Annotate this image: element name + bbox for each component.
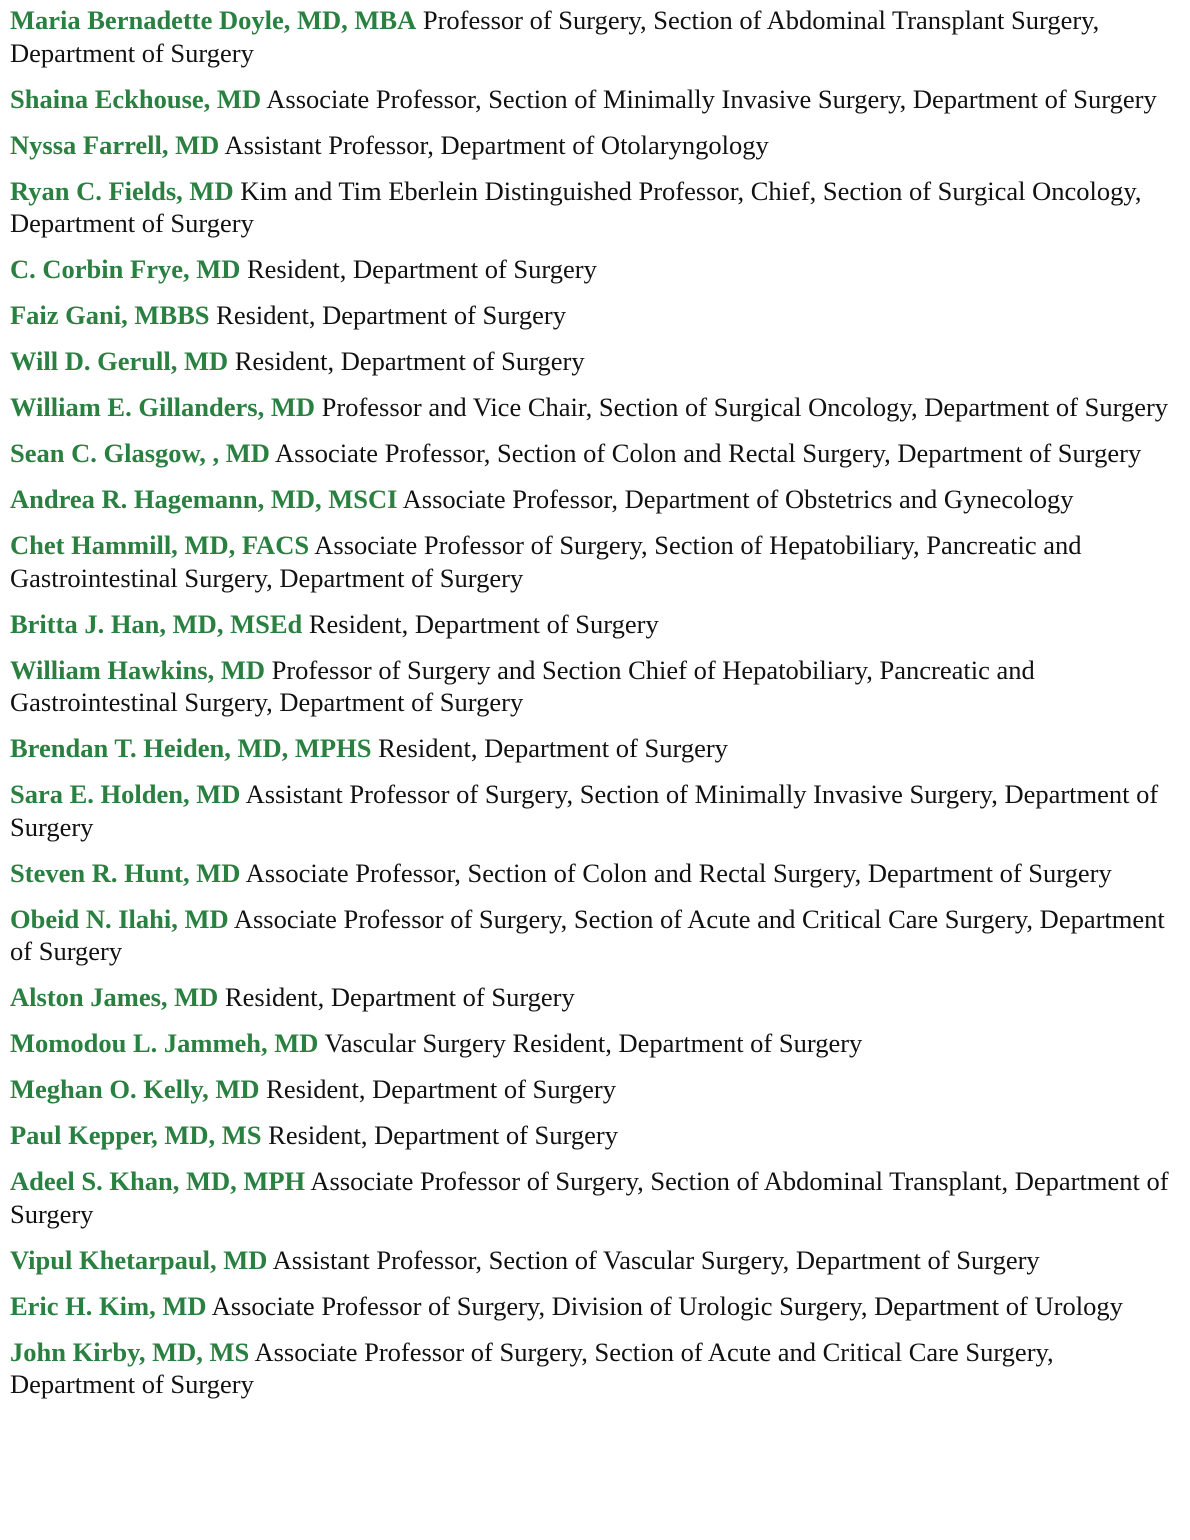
person-name: Will D. Gerull, MD [10,346,229,376]
directory-entry [10,529,1182,594]
directory-entry [10,345,1182,378]
directory-entry [10,483,1182,516]
person-name: Steven R. Hunt, MD [10,857,241,888]
person-title: Resident, Department of Surgery [234,346,585,376]
directory-entry [10,83,1182,116]
person-title: Associate Professor of Surgery, Section of Acute and Critical Care Surgery, Department of Surgery [10,903,1165,966]
person-title: Associate Professor, Section of Minimally Invasive Surgery, Department of Surgery [266,83,1157,114]
directory-entry [10,778,1182,843]
person-title: Professor of Surgery, Section of Abdominal Transplant Surgery, Department of Surgery [10,5,1100,68]
person-name: Obeid N. Ilahi, MD [10,903,229,934]
person-title: Associate Professor, Department of Obstetrics and Gynecology [402,484,1074,514]
directory-entry [10,1073,1182,1106]
person-name: Shaina Eckhouse, MD [10,83,262,114]
directory-entry [10,903,1182,968]
person-title: Associate Professor of Surgery, Section of Hepatobiliary, Pancreatic and Gastrointestinal Surgery, Department of Surgery [10,530,1082,593]
directory-entry [10,253,1182,286]
directory-entry [10,1290,1182,1323]
directory-entry [10,1027,1182,1060]
directory-entry [10,608,1182,641]
directory-entry [10,1165,1182,1230]
person-title: Assistant Professor of Surgery, Section of Minimally Invasive Surgery, Department of Surgery [10,779,1159,842]
directory-entry [10,1119,1182,1152]
person-name: Sara E. Holden, MD [10,779,241,809]
person-title: Associate Professor, Section of Colon and Rectal Surgery, Department of Surgery [245,857,1112,888]
person-name: Andrea R. Hagemann, MD, MSCI [10,484,398,514]
person-title: Resident, Department of Surgery [247,254,597,284]
person-name: William E. Gillanders, MD [10,392,316,422]
person-name: Britta J. Han, MD, MSEd [10,608,303,639]
person-title: Resident, Department of Surgery [216,300,566,330]
directory-entry [10,857,1182,890]
person-name: Maria Bernadette Doyle, MD, MBA [10,5,417,35]
person-title: Resident, Department of Surgery [268,1120,618,1150]
directory-entry [10,299,1182,332]
person-name: Sean C. Glasgow, , MD [10,438,270,468]
person-title: Assistant Professor, Department of Otolaryngology [224,129,769,160]
person-title: Associate Professor, Section of Colon and Rectal Surgery, Department of Surgery [275,438,1142,468]
directory-entry [10,391,1182,424]
person-name: Vipul Khetarpaul, MD [10,1244,268,1275]
directory-entry [10,732,1182,765]
person-title: Resident, Department of Surgery [266,1074,616,1104]
person-name: Nyssa Farrell, MD [10,129,220,160]
person-title: Associate Professor of Surgery, Division of Urologic Surgery, Department of Urology [211,1290,1123,1321]
person-name: William Hawkins, MD [10,654,265,685]
person-name: Chet Hammill, MD, FACS [10,530,310,560]
directory-entry [10,981,1182,1014]
person-name: Ryan C. Fields, MD [10,175,234,206]
person-title: Resident, Department of Surgery [224,982,575,1012]
person-name: Eric H. Kim, MD [10,1290,207,1321]
directory-entry [10,4,1182,69]
person-title: Assistant Professor, Section of Vascular Surgery, Department of Surgery [272,1244,1040,1275]
person-title: Vascular Surgery Resident, Department of Surgery [324,1028,863,1058]
person-title: Resident, Department of Surgery [378,733,728,763]
person-name: John Kirby, MD, MS [10,1336,250,1367]
person-title: Associate Professor of Surgery, Section of Acute and Critical Care Surgery, Department of Surgery [10,1336,1054,1399]
person-name: Adeel S. Khan, MD, MPH [10,1166,306,1196]
directory-entry [10,1244,1182,1277]
directory-entry [10,437,1182,470]
person-name: Momodou L. Jammeh, MD [10,1028,319,1058]
directory-entry [10,654,1182,719]
directory-entry [10,1336,1182,1401]
person-title: Resident, Department of Surgery [308,608,659,639]
person-name: Meghan O. Kelly, MD [10,1074,260,1104]
person-title: Associate Professor of Surgery, Section of Abdominal Transplant, Department of Surgery [10,1166,1169,1229]
person-name: C. Corbin Frye, MD [10,254,241,284]
person-name: Alston James, MD [10,982,219,1012]
directory-entry [10,175,1182,240]
person-title: Professor and Vice Chair, Section of Surgical Oncology, Department of Surgery [321,392,1169,422]
directory-entry [10,129,1182,162]
person-title: Kim and Tim Eberlein Distinguished Professor, Chief, Section of Surgical Oncology, Department of Surgery [10,175,1142,238]
person-title: Professor of Surgery and Section Chief of Hepatobiliary, Pancreatic and Gastrointestinal Surgery, Department of Surgery [10,654,1035,717]
person-name: Paul Kepper, MD, MS [10,1120,262,1150]
person-name: Faiz Gani, MBBS [10,300,210,330]
person-name: Brendan T. Heiden, MD, MPHS [10,733,372,763]
